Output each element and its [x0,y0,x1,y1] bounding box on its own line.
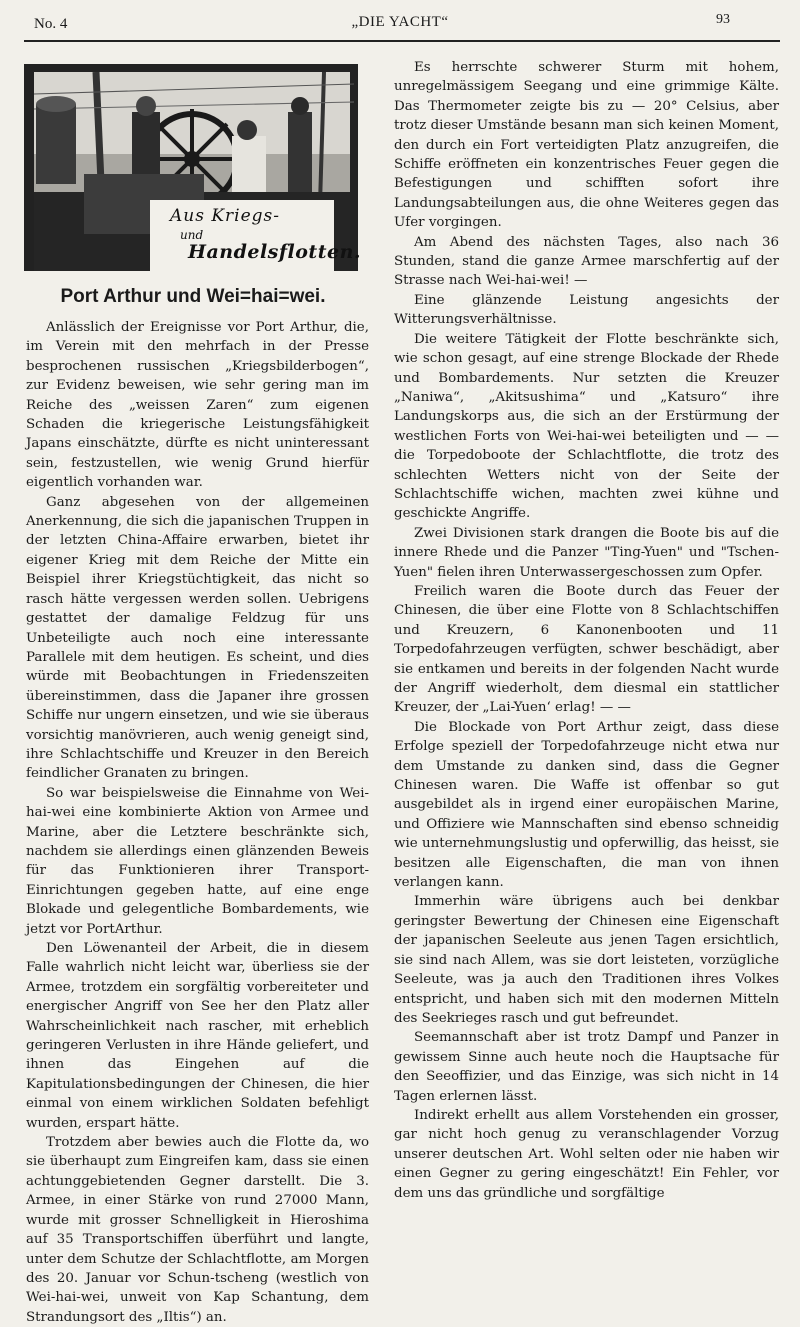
paragraph: So war beispielsweise die Einnahme von Wei-hai-wei eine kombinierte Aktion von Armee und Marine, aber die Letztere beschränkte sich, nachdem sie allerdings einen glänzenden Beweis für das Funktionieren ihrer Transport-Einrichtungen gegeben hatte, auf eine enge Blokade und gelegentliche Bombardements, wie jetzt vor PortArthur. [26,785,369,937]
illustration-caption-line3: Handelsflotten. [188,241,361,263]
paragraph: Anlässlich der Ereignisse vor Port Arthur, die, im Verein mit den mehrfach in der Presse besprochenen russischen „Kriegsbilderbogen“, zur Evidenz beweisen, wie sehr gering man im Reiche des „weissen Zaren“ zum eigenen Schaden die kriegerische Leistungsfähigkeit Japans einschätzte, dürfte es nicht uninteressant sein, festzustellen, wie wenig Grund hierfür eigentlich vorhanden war. [26,320,369,491]
journal-title: „DIE YACHT“ [351,14,449,30]
left-column [26,318,369,1327]
paragraph: Die Blockade von Port Arthur zeigt, dass diese Erfolge speziell der Torpedofahrzeuge nicht etwa nur dem Umstande zu danken sind, dass die Gegner Chinesen waren. Die Waffe ist offenbar so gut ausgebildet als in irgend einer europäischen Marine, und Offiziere wie Mannschaften sind ebenso schneidig wie unternehmungslustig und opferwillig, das heisst, sie besitzen alle Eigenschaften, die man von ihnen verlangen kann. [394,719,779,891]
paragraph: Immerhin wäre übrigens auch bei denkbar geringster Bewertung der Chinesen eine Eigenschaft der japanischen Seeleute aus jenen Tagen ersichtlich, sie sind nach Allem, was sie dort leisteten, vorzügliche Seeleute, was ja auch den Traditionen ihres Volkes entspricht, und haben sich mit den modernen Mitteln des Seekrieges rasch und gut befreundet. [394,894,779,1026]
paragraph: Freilich waren die Boote durch das Feuer der Chinesen, die über eine Flotte von 8 Schlachtschiffen und Kreuzern, 6 Kanonenbooten und 11 Torpedofahrzeugen verfügten, schwer beschädigt, aber sie entkamen und bereits in der folgenden Nacht wurde der Angriff wiederholt, dem diesmal ein stattlicher Kreuzer, der „Lai-Yuen‘ erlag! — — [394,583,779,716]
paragraph: Es herrschte schwerer Sturm mit hohem, unregelmässigem Seegang und eine grimmige Kälte. Das Thermometer zeigte bis zu — 20° Celsius, aber trotz dieser Umstände besann man sich keinen Moment, den durch ein Fort verteidigten Platz anzugreifen, die Schiffe eröffneten ein konzentrisches Feuer gegen die Befestigungen und schifften sofort ihre Landungsabteilungen aus, die ohne Weiteres gegen das Ufer vorgingen. [394,60,779,231]
illustration-caption-line1: Aus Kriegs- [170,206,281,226]
article-title: Port Arthur und Wei=hai=wei. [60,286,326,307]
header-rule [24,40,780,42]
issue-number: No. 4 [34,16,68,32]
illustration-caption-line2: und [180,228,204,242]
paragraph: Ganz abgesehen von der allgemeinen Anerkennung, die sich die japanischen Truppen in der letzten China-Affaire erwarben, bietet ihr eigener Krieg mit dem Reiche der Mitte ein Beispiel ihrer Kriegstüchtigkeit, das nicht so rasch hätte vergessen werden sollen. Uebrigens gestattet der damalige Feldzug für uns Unbeteiligte auch noch eine interessante Parallele mit dem heutigen. Es scheint, und dies würde mit Beobachtungen in Friedenszeiten übereinstimmen, dass die Japaner ihre grossen Schiffe nur ungern einsetzen, und wie sie überaus vorsichtig manövrieren, auch wenig geneigt sind, ihre Schlachtschiffe und Kreuzer in den Bereich feindlicher Granaten zu bringen. [26,494,369,782]
paragraph: Trotzdem aber bewies auch die Flotte da, wo sie überhaupt zum Eingreifen kam, dass sie einen achtunggebietenden Gegner darstellt. Die 3. Armee, in einer Stärke von rund 27000 Mann, wurde mit grosser Schnelligkeit in Hieroshima auf 35 Transportschiffen überführt und langte, unter dem Schutze der Schlachtflotte, am Morgen des 20. Januar vor Schun-tscheng (westlich von Wei-hai-wei, unweit von Kap Schantung, dem Strandungsort des „Iltis“) an. [26,1135,369,1325]
page-number: 93 [716,12,730,27]
right-column [394,58,779,1203]
paragraph: Indirekt erhellt aus allem Vorstehenden ein grosser, gar nicht hoch genug zu veranschlagender Vorzug unserer deutschen Art. Wohl selten oder nie haben wir einen Gegner zu gering eingeschätzt! Ein Fehler, vor dem uns das gründliche und sorgfältige [394,1107,779,1201]
paragraph: Am Abend des nächsten Tages, also nach 36 Stunden, stand die ganze Armee marschfertig auf der Strasse nach Wei-hai-wei! — [394,234,779,289]
paragraph: Den Löwenanteil der Arbeit, die in diesem Falle wahrlich nicht leicht war, überliess sie der Armee, trotzdem ein sorgfältig vorbereiteter und energischer Angriff von See her den Platz aller Wahrscheinlichkeit nach rascher, mit erheblich geringeren Verlusten in ihre Hände geliefert, und ihnen das Eingehen auf die Kapitulationsbedingungen der Chinesen, die hier einmal von einem wirklichen Soldaten befehligt wurden, erspart hätte. [26,941,369,1131]
paragraph: Zwei Divisionen stark drangen die Boote bis auf die innere Rhede und die Panzer "Ting-Yuen" und "Tschen-Yuen" fielen ihren Unterwassergeschossen zum Opfer. [394,525,779,580]
paragraph: Seemannschaft aber ist trotz Dampf und Panzer in gewissem Sinne auch heute noch die Hauptsache für den Seeoffizier, und das Einzige, was sich nicht in 14 Tagen erlernen lässt. [394,1030,779,1104]
paragraph: Die weitere Tätigkeit der Flotte beschränkte sich, wie schon gesagt, auf eine strenge Blockade der Rhede und Bombardements. Nur setzten die Kreuzer „Naniwa“, „Akitsushima“ und „Katsuro“ ihre Landungskorps aus, die sich an der Erstürmung der westlichen Forts von Wei-hai-wei beteiligten und — — die Torpedoboote der Schlachtflotte, die trotz des schlechten Wetters nicht von der Seite der Schlachtschiffe wichen, machten zwei kühne und geschickte Angriffe. [394,331,779,522]
paragraph: Eine glänzende Leistung angesichts der Witterungsverhältnisse. [394,292,779,328]
